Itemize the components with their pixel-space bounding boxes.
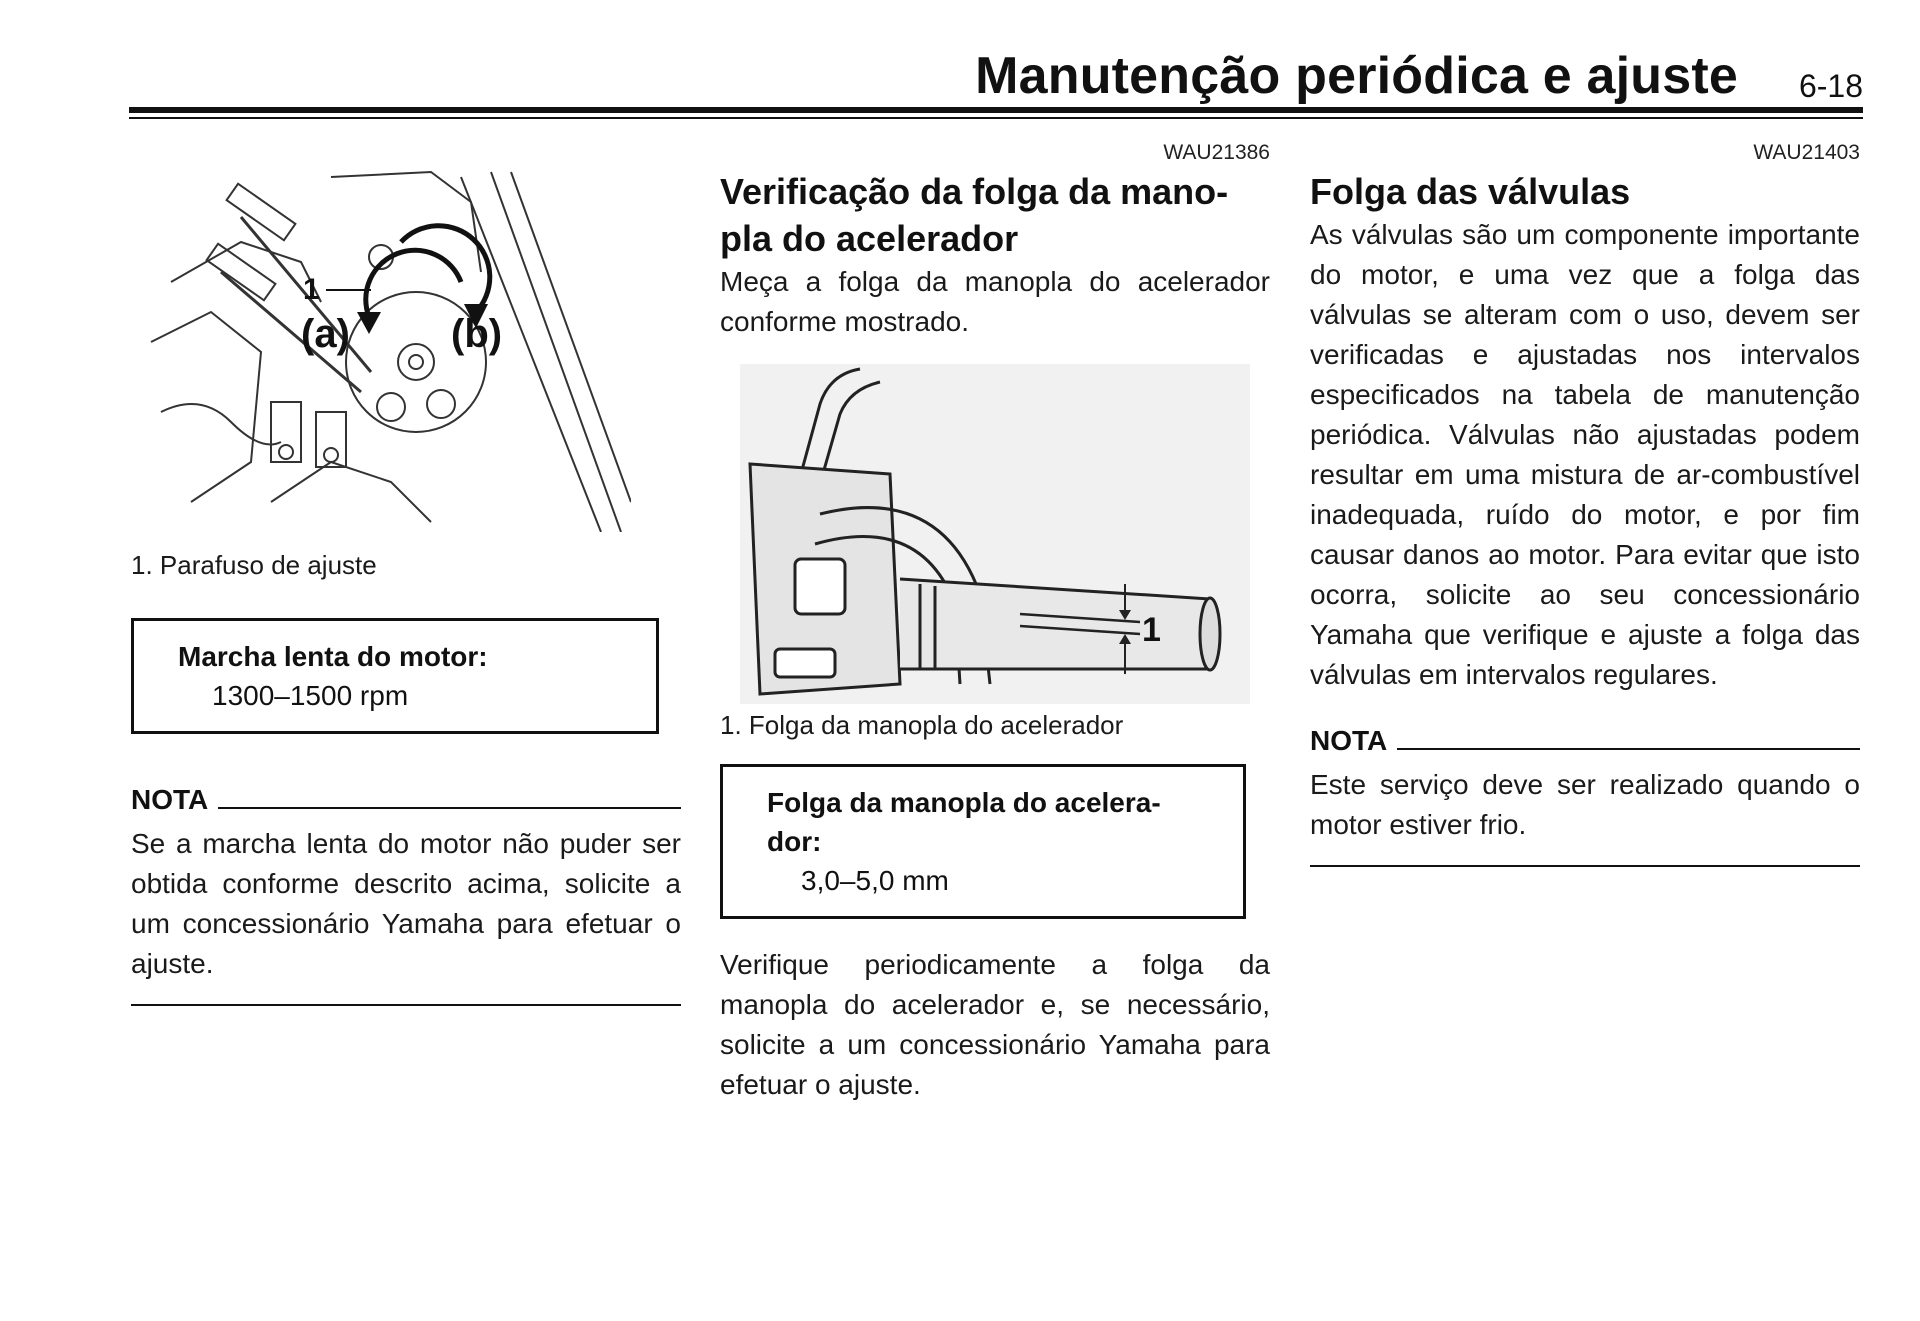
- middle-column: [720, 130, 1270, 1105]
- callout-number: 1: [303, 273, 320, 306]
- bracket: [316, 412, 346, 467]
- frame-line: [491, 172, 621, 532]
- switch-button: [775, 649, 835, 677]
- nota-text: Este serviço deve ser realizado quando o motor estiver frio.: [1310, 769, 1860, 840]
- housing-outline: [271, 462, 431, 522]
- page-title: Manutenção periódica e ajuste: [975, 47, 1738, 105]
- cable-adjuster: [207, 244, 276, 301]
- mount-bolt: [377, 393, 405, 421]
- section-code: WAU21403: [1753, 141, 1860, 164]
- nota-end-rule: [1310, 865, 1860, 867]
- housing-outline: [331, 172, 481, 272]
- direction-label-b: (b): [451, 312, 503, 356]
- switch-button: [795, 559, 845, 614]
- figure-caption: 1. Parafuso de ajuste: [131, 550, 377, 580]
- frame-line: [511, 172, 631, 502]
- figure-caption: 1. Folga da manopla do acelerador: [720, 710, 1124, 740]
- hose-outline: [161, 404, 281, 445]
- cable-adjuster: [227, 184, 296, 241]
- left-column: [131, 130, 681, 1006]
- nota-header: [1310, 725, 1860, 757]
- bracket: [271, 402, 301, 462]
- spec-box: [131, 618, 659, 734]
- page-number: 6-18: [1798, 68, 1863, 104]
- drum-center-hole: [409, 355, 423, 369]
- direction-label-a: (a): [301, 312, 350, 356]
- mount-bolt: [427, 390, 455, 418]
- section-body: Verifique periodicamente a folga da manopla do acelerador e, se necessário, solicite a um concessionário Yamaha para efetuar o ajuste.: [720, 949, 1270, 1100]
- section-intro: Meça a folga da manopla do acelerador conforme mostrado.: [720, 266, 1270, 337]
- header-rule-thin: [129, 117, 1863, 119]
- idle-screw-illustration: [131, 162, 631, 532]
- rotation-arc-a: [366, 250, 461, 317]
- section-heading-line-2: pla do acelerador: [720, 218, 1019, 259]
- nota-end-rule: [131, 1004, 681, 1006]
- spec-title: Marcha lenta do motor:: [178, 641, 488, 672]
- section-heading: Folga das válvulas: [1310, 171, 1631, 212]
- nota-divider: [218, 807, 681, 809]
- grip-end: [1200, 598, 1220, 670]
- spec-box: [720, 764, 1246, 919]
- section-heading-line-1: Verificação da folga da mano-: [720, 171, 1229, 212]
- right-column: [1310, 130, 1860, 867]
- section-code: WAU21386: [1163, 141, 1270, 164]
- nota-header: [131, 784, 681, 816]
- header-rule-thick: [129, 107, 1863, 113]
- bracket-bolt: [279, 445, 293, 459]
- arrow-head-a-icon: [357, 312, 381, 334]
- spec-title-line-2: dor:: [767, 826, 822, 857]
- drum-center-nut: [398, 344, 434, 380]
- bracket-bolt: [324, 448, 338, 462]
- nota-label: NOTA: [1310, 725, 1388, 756]
- nota-label: NOTA: [131, 784, 209, 815]
- section-body: As válvulas são um componente importante do motor, e uma vez que a folga das válvulas se alteram com o uso, devem ser verificadas e ajustadas nos intervalos especificados na tabela de manutenção periódica. Válvulas não ajustadas podem resultar em uma mistura de ar-combustível inadequada, ruído do motor, e por fim causar danos ao motor. Para evitar que isto ocorra, solicite ao seu concessionário Yamaha que verifique e ajuste a folga das válvulas em intervalos regulares.: [1310, 219, 1860, 690]
- spec-title-line-1: Folga da manopla do acelera-: [767, 787, 1161, 818]
- nota-divider: [1397, 748, 1860, 750]
- spec-value: 1300–1500 rpm: [212, 680, 409, 711]
- callout-number: 1: [1142, 611, 1161, 649]
- spec-value: 3,0–5,0 mm: [801, 865, 949, 896]
- throttle-grip-illustration: [740, 364, 1250, 704]
- nota-text: Se a marcha lenta do motor não puder ser obtida conforme descrito acima, solicite a um concessionário Yamaha para efetuar o ajuste.: [131, 828, 681, 979]
- idle-screw-figure: [131, 162, 681, 532]
- throttle-grip-figure: [740, 364, 1270, 704]
